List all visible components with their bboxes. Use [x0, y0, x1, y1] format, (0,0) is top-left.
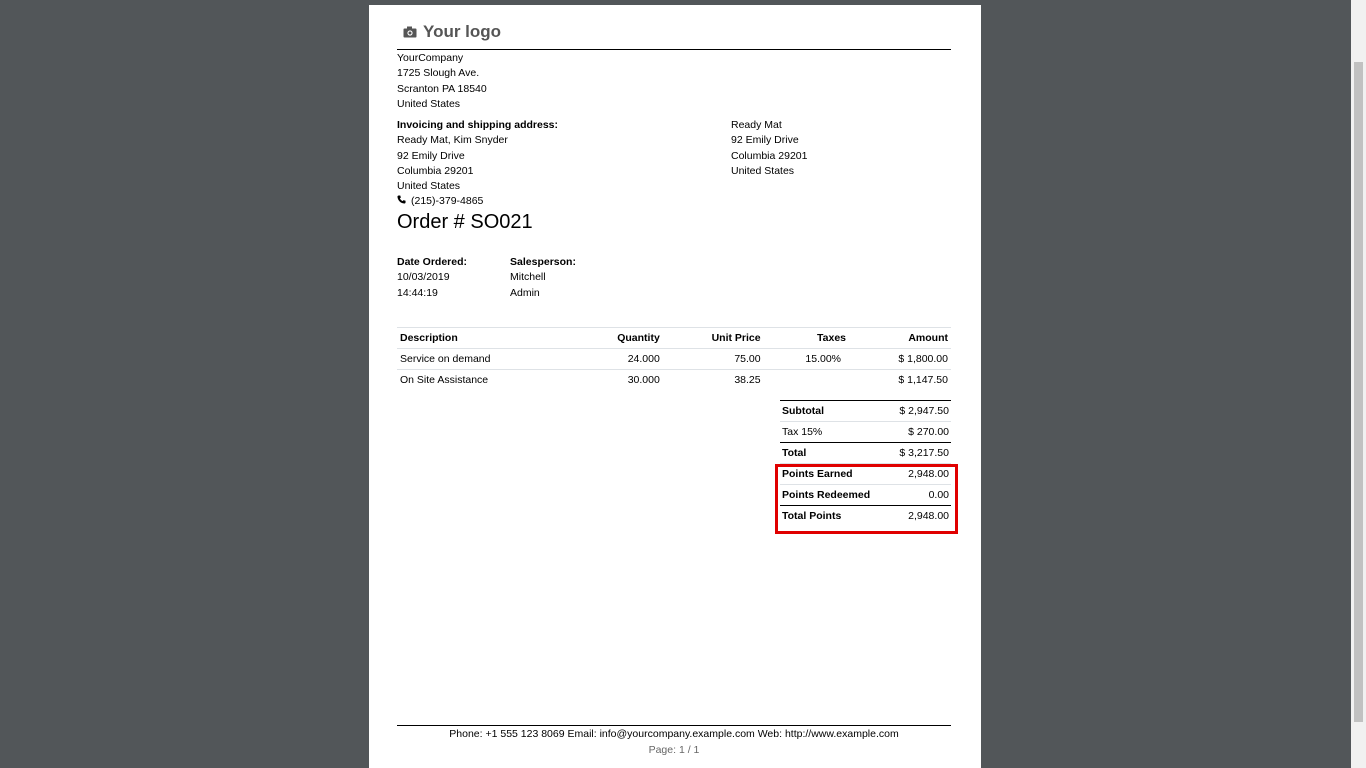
document-page — [369, 5, 981, 768]
footer-contact: Phone: +1 555 123 8069 Email: info@yourcompany.example.com Web: http://www.example.com — [449, 728, 899, 740]
tax-value: $ 270.00 — [888, 422, 951, 443]
salesperson-label: Salesperson: — [510, 256, 576, 268]
date-ordered-date: 10/03/2019 — [397, 271, 450, 284]
salesperson-block — [510, 255, 576, 301]
logo-text: Your logo — [423, 22, 502, 41]
salesperson-last: Admin — [510, 286, 540, 299]
line-quantity: 24.000 — [574, 349, 663, 370]
line-taxes: 15.00% — [764, 349, 849, 370]
footer-divider — [397, 725, 951, 726]
tax-label: Tax 15% — [780, 422, 888, 443]
customer-address — [731, 118, 807, 179]
points-earned-label: Points Earned — [780, 464, 888, 485]
total-points-value: 2,948.00 — [888, 506, 951, 527]
invoicing-country: United States — [397, 180, 461, 193]
customer-street: 92 Emily Drive — [731, 134, 799, 147]
table-row — [397, 370, 951, 391]
table-row — [397, 349, 951, 370]
order-lines-table — [397, 327, 951, 390]
line-description: Service on demand — [397, 349, 574, 370]
salesperson-first: Mitchell — [510, 271, 546, 284]
date-ordered-block — [397, 255, 467, 301]
line-amount: $ 1,800.00 — [849, 349, 951, 370]
subtotal-row — [780, 401, 951, 422]
line-unit-price: 75.00 — [663, 349, 764, 370]
line-quantity: 30.000 — [574, 370, 663, 391]
company-city: Scranton PA 18540 — [397, 82, 487, 95]
page-number: Page: 1 / 1 — [648, 744, 700, 756]
subtotal-label: Subtotal — [780, 401, 888, 422]
line-amount: $ 1,147.50 — [849, 370, 951, 391]
points-redeemed-value: 0.00 — [888, 485, 951, 506]
company-country: United States — [397, 97, 461, 110]
total-label: Total — [780, 443, 888, 464]
column-header-taxes: Taxes — [764, 328, 849, 349]
line-description: On Site Assistance — [397, 370, 574, 391]
table-header-row — [397, 328, 951, 349]
line-unit-price: 38.25 — [663, 370, 764, 391]
phone-icon — [397, 194, 406, 209]
total-points-label: Total Points — [780, 506, 888, 527]
customer-country: United States — [731, 164, 795, 177]
subtotal-value: $ 2,947.50 — [888, 401, 951, 422]
invoicing-name: Ready Mat, Kim Snyder — [397, 134, 508, 147]
total-value: $ 3,217.50 — [888, 443, 951, 464]
invoicing-street: 92 Emily Drive — [397, 149, 465, 162]
invoicing-address — [397, 118, 558, 210]
points-redeemed-label: Points Redeemed — [780, 485, 888, 506]
points-highlight-box — [775, 464, 958, 534]
column-header-unit-price: Unit Price — [663, 328, 764, 349]
total-row — [780, 443, 951, 464]
date-ordered-label: Date Ordered: — [397, 256, 468, 268]
order-title: Order # SO021 — [397, 211, 533, 233]
line-taxes — [764, 370, 849, 391]
invoicing-phone: (215)-379-4865 — [411, 195, 484, 208]
tax-row — [780, 422, 951, 443]
invoicing-heading: Invoicing and shipping address: — [397, 119, 559, 131]
customer-name: Ready Mat — [731, 119, 782, 131]
company-address — [397, 51, 487, 112]
invoicing-city: Columbia 29201 — [397, 164, 474, 177]
company-logo — [403, 22, 501, 42]
invoicing-phone-row — [397, 194, 558, 209]
vertical-scrollbar[interactable] — [1351, 0, 1366, 768]
scrollbar-thumb[interactable] — [1354, 62, 1363, 722]
camera-icon — [403, 26, 417, 38]
customer-city: Columbia 29201 — [731, 149, 808, 162]
date-ordered-time: 14:44:19 — [397, 286, 438, 299]
column-header-quantity: Quantity — [574, 328, 663, 349]
points-earned-value: 2,948.00 — [888, 464, 951, 485]
company-name: YourCompany — [397, 52, 464, 64]
company-street: 1725 Slough Ave. — [397, 67, 480, 80]
header-divider — [397, 49, 951, 50]
column-header-description: Description — [397, 328, 574, 349]
column-header-amount: Amount — [849, 328, 951, 349]
